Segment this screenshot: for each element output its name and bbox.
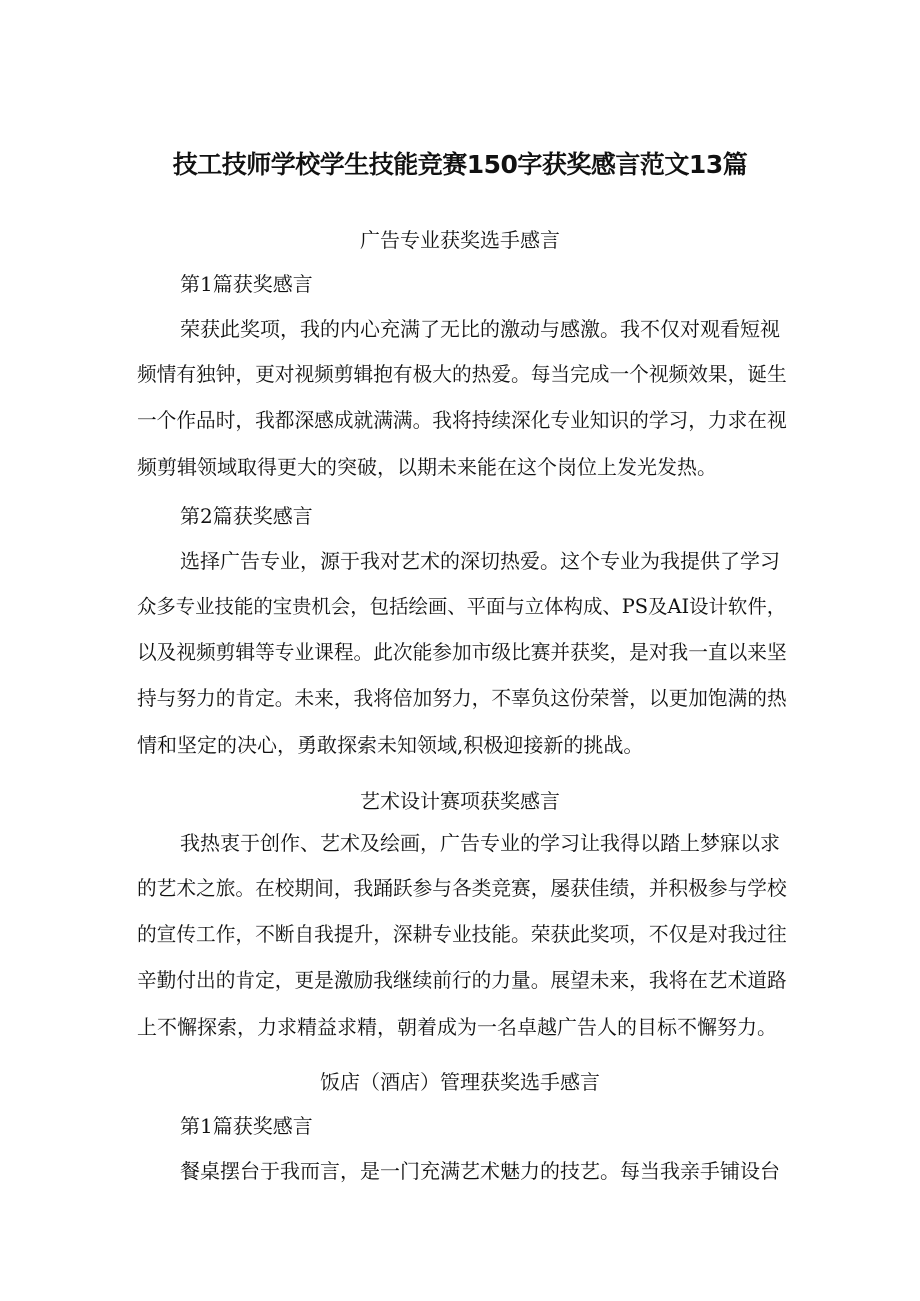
paragraph-line: 情和坚定的决心，勇敢探索未知领域,积极迎接新的挑战。: [137, 733, 644, 757]
paragraph-line: 荣获此奖项，我的内心充满了无比的激动与感激。我不仅对观看短视: [180, 317, 780, 341]
paragraph-line: 辛勤付出的肯定，更是激励我继续前行的力量。展望未来，我将在艺术道路: [137, 969, 787, 992]
essay-paragraph: [137, 1148, 787, 1194]
paragraph-line: 以及视频剪辑等专业课程。此次能参加市级比赛并获奖，是对我一直以来坚: [137, 641, 787, 664]
essay-paragraph: [137, 538, 787, 768]
essay-paragraph: [137, 306, 787, 490]
section-heading-art-design: 艺术设计赛项获奖感言: [360, 789, 560, 813]
section-heading-advertising: 广告专业获奖选手感言: [360, 228, 560, 252]
paragraph-line: 选择广告专业，源于我对艺术的深切热爱。这个专业为我提供了学习: [180, 549, 780, 573]
paragraph-line: 餐桌摆台于我而言，是一门充满艺术魅力的技艺。每当我亲手铺设台: [180, 1159, 780, 1183]
paragraph-line: 我热衷于创作、艺术及绘画，广告专业的学习让我得以踏上梦寐以求: [180, 831, 780, 855]
paragraph-line: 频剪辑领域取得更大的突破，以期未来能在这个岗位上发光发热。: [137, 455, 717, 479]
document-title: 技工技师学校学生技能竞赛150字获奖感言范文13篇: [172, 150, 748, 179]
paragraph-line: 众多专业技能的宝贵机会，包括绘画、平面与立体构成、PS及AI设计软件，: [137, 595, 787, 618]
essay-paragraph: [137, 820, 787, 1050]
paragraph-line: 的艺术之旅。在校期间，我踊跃参与各类竞赛，屡获佳绩，并积极参与学校: [137, 877, 787, 900]
essay-label: 第2篇获奖感言: [180, 504, 313, 528]
paragraph-line: 频情有独钟，更对视频剪辑抱有极大的热爱。每当完成一个视频效果，诞生: [137, 363, 787, 386]
essay-label: 第1篇获奖感言: [180, 1114, 313, 1138]
essay-label: 第1篇获奖感言: [180, 272, 313, 296]
paragraph-line: 持与努力的肯定。未来，我将倍加努力，不辜负这份荣誉，以更加饱满的热: [137, 687, 787, 710]
paragraph-line: 上不懈探索，力求精益求精，朝着成为一名卓越广告人的目标不懈努力。: [137, 1015, 777, 1039]
paragraph-line: 的宣传工作，不断自我提升，深耕专业技能。荣获此奖项，不仅是对我过往: [137, 923, 787, 946]
section-heading-hotel-management: 饭店（酒店）管理获奖选手感言: [320, 1070, 600, 1094]
paragraph-line: 一个作品时，我都深感成就满满。我将持续深化专业知识的学习，力求在视: [137, 409, 787, 432]
